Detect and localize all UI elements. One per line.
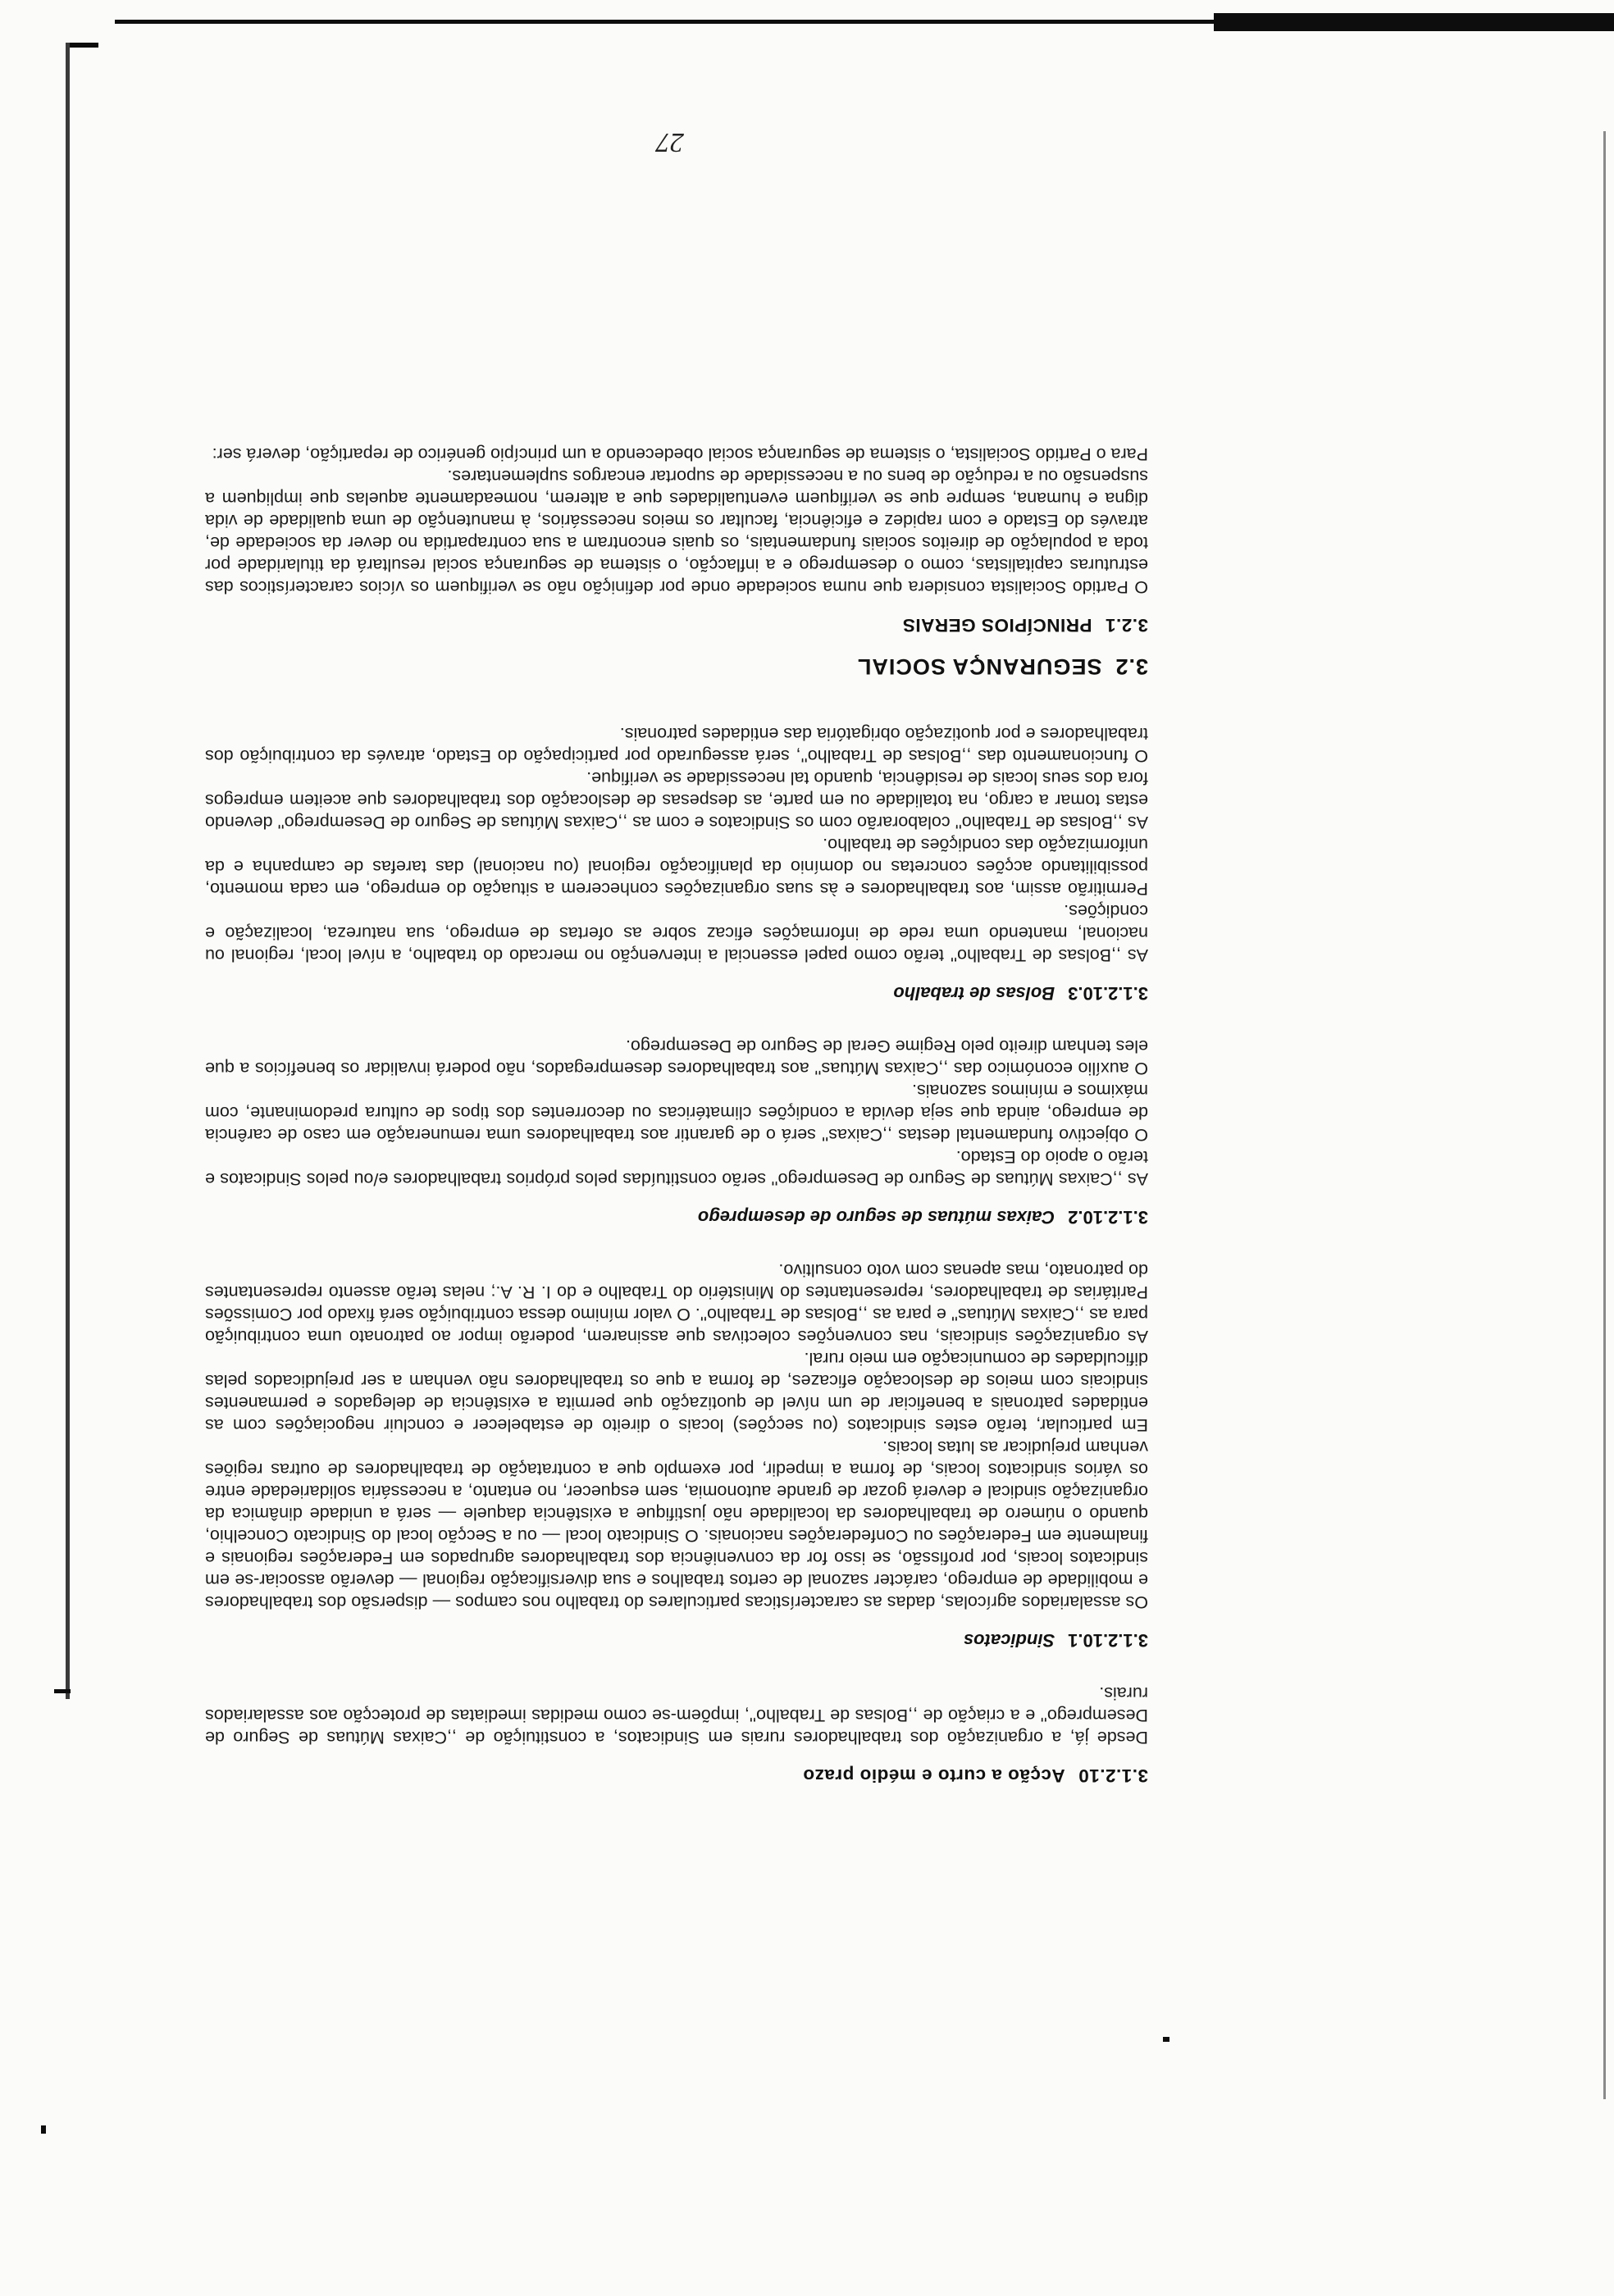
- heading-title: Acção a curto e médio prazo: [802, 1765, 1065, 1786]
- heading-number: 3.1.2.10: [1078, 1765, 1148, 1786]
- heading-3-2: [205, 652, 1148, 681]
- scan-edge-shadow-top-thick: [1214, 13, 1614, 31]
- heading-number: 3.1.2.10.1: [1068, 1630, 1148, 1651]
- heading-3-1-2-10-3: [205, 981, 1148, 1005]
- paragraph-sindicatos-1: Os assalariados agrícolas, dadas as características particulares do trabalho nos campos — dispersão dos trabalhadores e mobilidade de emprego, carácter sazonal de certos trabalhos e sua diversificação regional — deverão associar-se em sindicatos locais, por profissão, se isso for da conveniência dos trabalhadores agrupados em Federações regionais e finalmente em Federações ou Confederações nacionais. O Sindicato local — ou a Secção local do Sindicato Concelhio, quando o número de trabalhadores da localidade não justifique a existência daquele — será a unidade dinâmica da organização sindical e deverá gozar de grande autonomia, sem esquecer, no entanto, a necessária solidariedade entre os vários sindicatos locais, de forma a impedir, por exemplo que a contratação de trabalhadores de outras regiões venham prejudicar as lutas locais.: [205, 1437, 1148, 1612]
- paragraph-caixas-1: As ,,Caixas Mútuas de Seguro de Desemprego'' serão constituídas pelos próprios trabalhadores e/ou pelos Sindicatos e terão o apoio do Estado.: [205, 1147, 1148, 1189]
- paragraph-acao-curto-prazo: Desde já, a organização dos trabalhadores rurais em Sindicatos, a constituição de ,,Caixas Mútuas de Seguro de Desemprego'' e a criação de ,,Bolsas de Trabalho'', impõem-se como medidas imediatas de protecção aos assalariados rurais.: [205, 1683, 1148, 1747]
- paragraph-bolsas-2: Permitirão assim, aos trabalhadores e às suas organizações conhecerem a situação do emprego, em cada momento, possibilitando acções concretas no domínio da planificação regional (ou nacional) das tarefas de campanha e da uniformização das condições de trabalho.: [205, 835, 1148, 899]
- heading-3-1-2-10-1: [205, 1628, 1148, 1652]
- paragraph-sindicatos-3: As organizações sindicais, nas convenções colectivas que assinarem, poderão impor ao patronato uma contribuição para as ,,Caixas Mútuas'' e para as ,,Bolsas de Trabalho''. O valor mínimo dessa contribuição será fixado por Comissões Paritárias de trabalhadores, representantes do Ministério do Trabalho e do I. R. A.; nelas terão assento representantes do patronato, mas apenas com voto consultivo.: [205, 1260, 1148, 1346]
- heading-number: 3.1.2.10.3: [1068, 983, 1148, 1004]
- scan-tick-mark: [54, 1689, 71, 1693]
- heading-3-1-2-10: [205, 1763, 1148, 1788]
- text-body: [205, 443, 1148, 1788]
- scan-speck: [1163, 2037, 1169, 2042]
- heading-3-2-1: [205, 613, 1148, 637]
- paragraph-caixas-3: O auxílio económico das ,,Caixas Mútuas'' aos trabalhadores desempregados, não poderá invalidar os benefícios a que eles tenham direito pelo Regime Geral de Seguro de Desemprego.: [205, 1036, 1148, 1078]
- paragraph-sindicatos-2: Em particular, terão estes sindicatos (ou secções) locais o direito de estabelecer e concluir negociações com as entidades patronais a beneficiar de um nível de quotização que permita a existência de delegados e permanentes sindicais com meios de deslocação eficazes, de forma a que os trabalhadores não venham a ser prejudicados pelas dificuldades de comunicação em meio rural.: [205, 1349, 1148, 1435]
- paragraph-principios-1: O Partido Socialista considera que numa sociedade onde por definição não se verifiquem os vícios característicos das estruturas capitalistas, como o desemprego e a inflacção, o sistema de segurança social resultará da titularidade por toda a população de direitos sociais fundamentais, os quais encontram a sua contrapartida no dever da sociedade de, através do Estado e com rapidez e eficiência, facultar os meios necessários, à manutenção de uma qualidade de vida digna e humana, sempre que se verifiquem eventualidades que a alterem, nomeadamente aquelas que impliquem a suspensão ou a redução de bens ou a necessidade de suportar encargos suplementares.: [205, 467, 1148, 597]
- heading-3-1-2-10-2: [205, 1205, 1148, 1229]
- paragraph-caixas-2: O objectivo fundamental destas ,,Caixas'' será o de garantir aos trabalhadores uma remuneração em caso de carência de emprego, ainda que seja devida a condições climatéricas ou decorrentes dos tipos de cultura predominante, com máximos e mínimos sazonais.: [205, 1081, 1148, 1145]
- scan-speck: [41, 2125, 46, 2134]
- page-number: 27: [656, 127, 684, 157]
- paragraph-principios-2: Para o Partido Socialista, o sistema de segurança social obedecendo a um princípio genérico de repartição, deverá ser:: [212, 444, 1148, 464]
- heading-title: Sindicatos: [963, 1630, 1055, 1651]
- paragraph-bolsas-3: As ,,Bolsas de Trabalho'' colaborarão com os Sindicatos e com as ,,Caixas Mútuas de Seguro de Desemprego'' devendo estas tomar a cargo, na totalidade ou em parte, as despesas de deslocação dos trabalhadores que aceitem empregos fora dos seus locais de residência, quando tal necessidade se verifique.: [205, 768, 1148, 832]
- scan-edge-line-right: [1603, 131, 1606, 2099]
- scan-edge-shadow-left: [66, 43, 70, 1699]
- paragraph-bolsas-4: O funcionamento das ,,Bolsas de Trabalho'', será assegurado por participação do Estado, através da contribuição dos trabalhadores e por quotização obrigatória das entidades patronais.: [205, 724, 1148, 766]
- heading-title: Caixas mútuas de seguro de desemprego: [697, 1207, 1055, 1228]
- heading-number: 3.2: [1115, 654, 1148, 679]
- heading-title: SEGURANÇA SOCIAL: [856, 654, 1102, 679]
- heading-title: Bolsas de trabalho: [893, 983, 1055, 1004]
- heading-number: 3.1.2.10.2: [1068, 1207, 1148, 1228]
- scan-edge-shadow-top: [115, 20, 1214, 24]
- paragraph-bolsas-1: As ,,Bolsas de Trabalho'' terão como papel essencial a intervenção no mercado do trabalho, a nível local, regional ou nacional, mantendo uma rede de informações eficaz sobre as ofertas de emprego, sua natureza, localização e condições.: [205, 901, 1148, 965]
- heading-number: 3.2.1: [1105, 615, 1148, 636]
- scan-corner-mark: [66, 43, 98, 48]
- heading-title: PRINCÍPIOS GERAIS: [902, 615, 1092, 636]
